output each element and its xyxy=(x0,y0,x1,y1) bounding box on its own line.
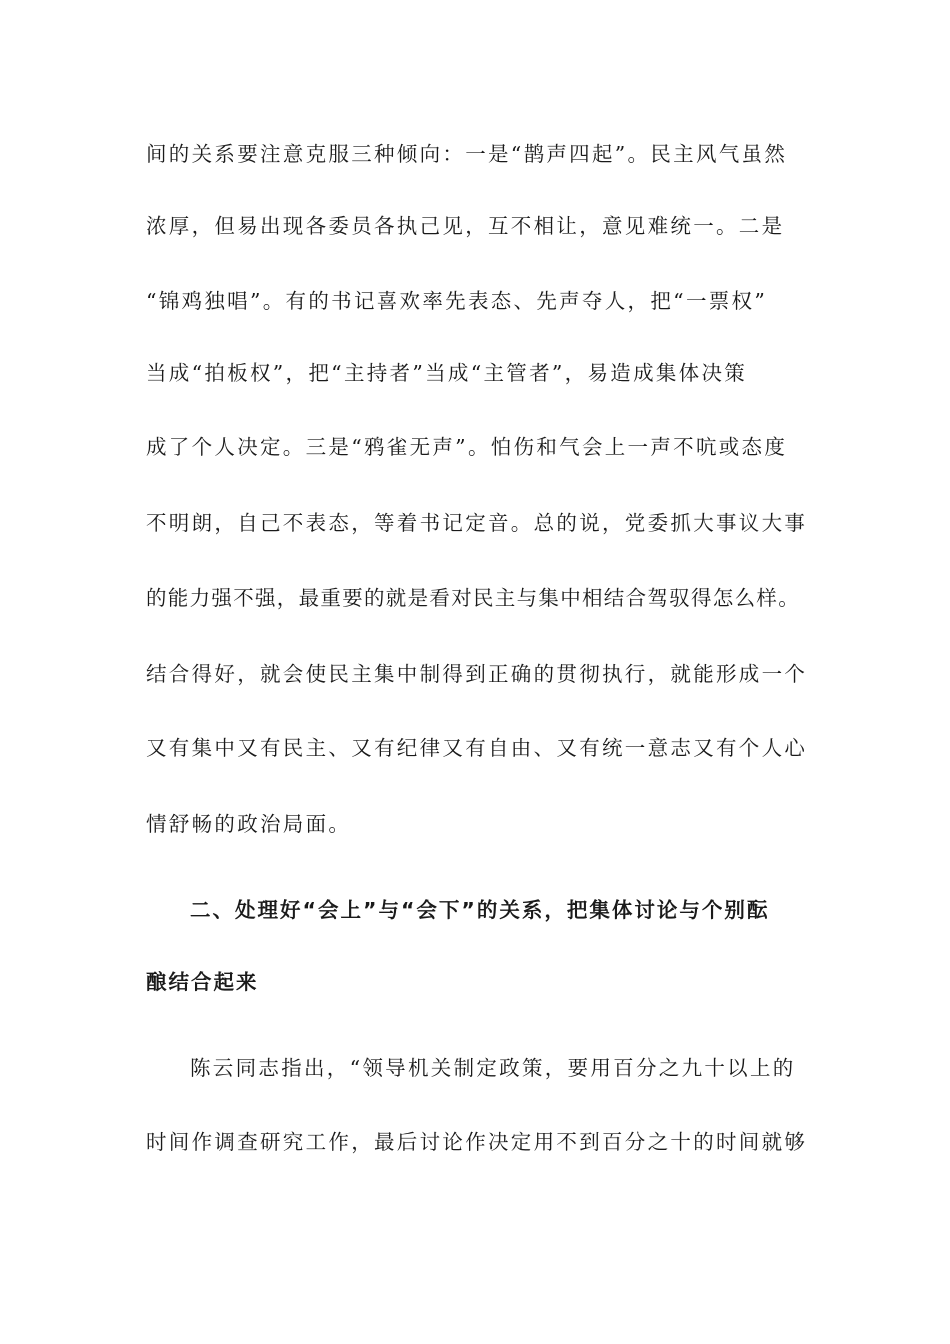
paragraph-line-1: 陈云同志指出，“领导机关制定政策，要用百分之九十以上的 xyxy=(190,1056,796,1080)
body-text-line-6: 不明朗，自己不表态，等着书记定音。总的说，党委抓大事议大事 xyxy=(146,511,808,535)
body-text-line-8: 结合得好，就会使民主集中制得到正确的贯彻执行，就能形成一个 xyxy=(146,662,808,686)
body-text-line-9: 又有集中又有民主、又有纪律又有自由、又有统一意志又有个人心 xyxy=(146,736,808,760)
paragraph-line-2: 时间作调查研究工作，最后讨论作决定用不到百分之十的时间就够 xyxy=(146,1130,808,1154)
body-text-line-2: 浓厚，但易出现各委员各执己见，互不相让，意见难统一。二是 xyxy=(146,214,785,238)
body-text-line-5: 成了个人决定。三是“鸦雀无声”。怕伤和气会上一声不吭或态度 xyxy=(146,435,788,459)
body-text-line-3: “锦鸡独唱”。有的书记喜欢率先表态、先声夺人，把“一票权” xyxy=(146,289,768,313)
body-text-line-4: 当成“拍板权”，把“主持者”当成“主管者”，易造成集体决策 xyxy=(146,361,748,385)
section-heading-line-2: 酿结合起来 xyxy=(146,970,259,994)
section-heading-line-1: 二、处理好“会上”与“会下”的关系，把集体讨论与个别酝 xyxy=(190,898,770,922)
body-text-line-1: 间的关系要注意克服三种倾向：一是“鹊声四起”。民主风气虽然 xyxy=(146,142,788,166)
body-text-line-7: 的能力强不强，最重要的就是看对民主与集中相结合驾驭得怎么样。 xyxy=(146,586,800,610)
body-text-line-10: 情舒畅的政治局面。 xyxy=(146,812,352,836)
